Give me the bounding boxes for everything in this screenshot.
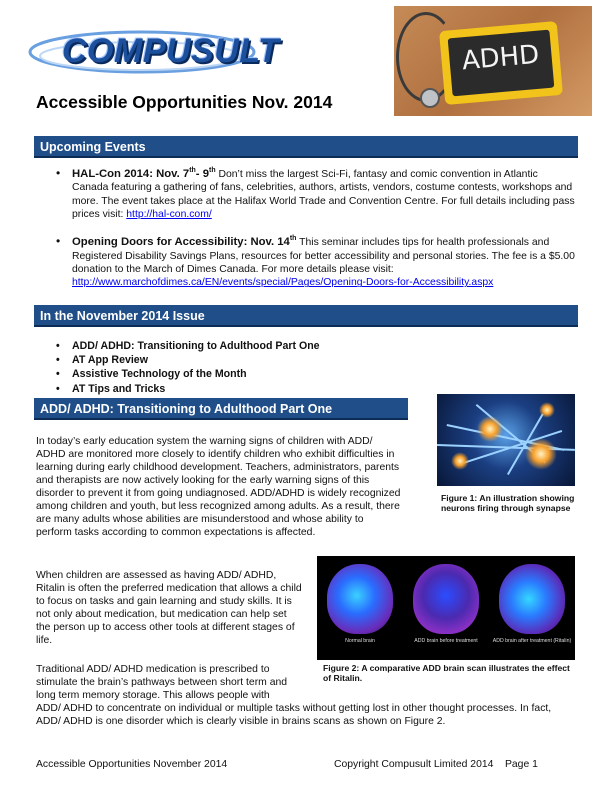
- footer-newsletter-name: Accessible Opportunities November 2014: [36, 759, 228, 770]
- article-heading: ADD/ ADHD: Transitioning to Adulthood Part One: [34, 398, 408, 420]
- brain-label: ADD brain before treatment: [414, 638, 478, 644]
- issue-item: • ADD/ ADHD: Transitioning to Adulthood Part One: [56, 339, 320, 353]
- figure-2-caption: Figure 2: A comparative ADD brain scan illustrates the effect of Ritalin.: [323, 663, 570, 684]
- events-list: [56, 167, 576, 304]
- brain-label: ADD brain after treatment (Ritalin): [492, 638, 572, 644]
- event-title: HAL-Con 2014: Nov. 7th- 9th: [72, 167, 216, 180]
- stethoscope-head: [420, 88, 440, 108]
- issue-list: [56, 339, 320, 396]
- issue-heading: In the November 2014 Issue: [34, 305, 578, 327]
- article-paragraph-3-continued: ADD/ ADHD to concentrate on individual or multiple tasks without getting lost in other thought processes. In fact, ADD/ ADHD is one disorder which is clearly visible in brains scans as shown on Figure 2.: [36, 703, 552, 727]
- brain-scan-after: [499, 564, 565, 634]
- article-paragraph-2: When children are assessed as having ADD/ ADHD, Ritalin is often the preferred medication that allows a child to focus on tasks and gain learning and study skills. It is not only about medication, but medication can help set the person up to access other tools at different stages of life.: [36, 570, 302, 646]
- page-title: Accessible Opportunities Nov. 2014: [36, 92, 333, 112]
- event-opening-doors: [56, 235, 576, 289]
- halcon-link[interactable]: http://hal-con.com/: [126, 209, 212, 221]
- event-description: Don’t miss the largest Sci-Fi, fantasy and comic convention in Atlantic Canada featuring a gathering of fans, celebrities, authors, artists, vendors, costume contests, workshops and more. The event takes place at the Halifax World Trade and Convention Centre. For full details including pass prices visit:: [72, 169, 575, 221]
- event-halcon: [56, 167, 576, 221]
- adhd-header-image: [394, 6, 592, 116]
- article-paragraph-3: Traditional ADD/ ADHD medication is prescribed to stimulate the brain’s pathways between short term and long term memory storage. This allows people with: [36, 664, 288, 701]
- march-of-dimes-link[interactable]: http://www.marchofdimes.ca/EN/events/special/Pages/Opening-Doors-for-Accessibility.aspx: [72, 277, 494, 289]
- compusult-logo: [22, 18, 280, 82]
- event-description: This seminar includes tips for health professionals and Registered Disability Savings Plans, resources for better accessibility and personal stories. The fee is a $5.00 donation to the March of Dimes Canada. For more details please visit:: [72, 237, 575, 276]
- logo-text: COMPUSULT: [62, 32, 280, 70]
- article-paragraph-1: In today’s early education system the warning signs of children with ADD/ ADHD are monitored more closely to identify children who exhibit difficulties in learning during early childhood development. Teachers, administrators, parents and therapists are now actively looking for the early warning signs of this disorder to prevent it from going undiagnosed. ADD/ADHD is widely recognized among children and youth, but less recognized among adults. As a result, there are many adults whose abilities are misunderstood and whose ability to perform tasks according to common expectations is affected.: [36, 436, 401, 538]
- adhd-chalkboard: [439, 21, 563, 105]
- upcoming-events-heading: Upcoming Events: [34, 136, 578, 158]
- brain-label: Normal brain: [345, 638, 375, 644]
- event-title: Opening Doors for Accessibility: Nov. 14th: [72, 235, 297, 249]
- issue-item: • Assistive Technology of the Month: [56, 367, 320, 381]
- adhd-board-label: ADHD: [460, 39, 541, 77]
- figure-1-caption: Figure 1: An illustration showing neurons firing through synapse: [441, 493, 575, 514]
- neurons-illustration: [437, 394, 575, 486]
- brain-scan-normal: [327, 564, 393, 634]
- issue-item: • AT Tips and Tricks: [56, 382, 320, 396]
- footer-copyright: Copyright Compusult Limited 2014 Page 1: [334, 759, 538, 770]
- brain-scan-before: [413, 564, 479, 634]
- issue-item: • AT App Review: [56, 353, 320, 367]
- brain-scan-image: [317, 556, 575, 660]
